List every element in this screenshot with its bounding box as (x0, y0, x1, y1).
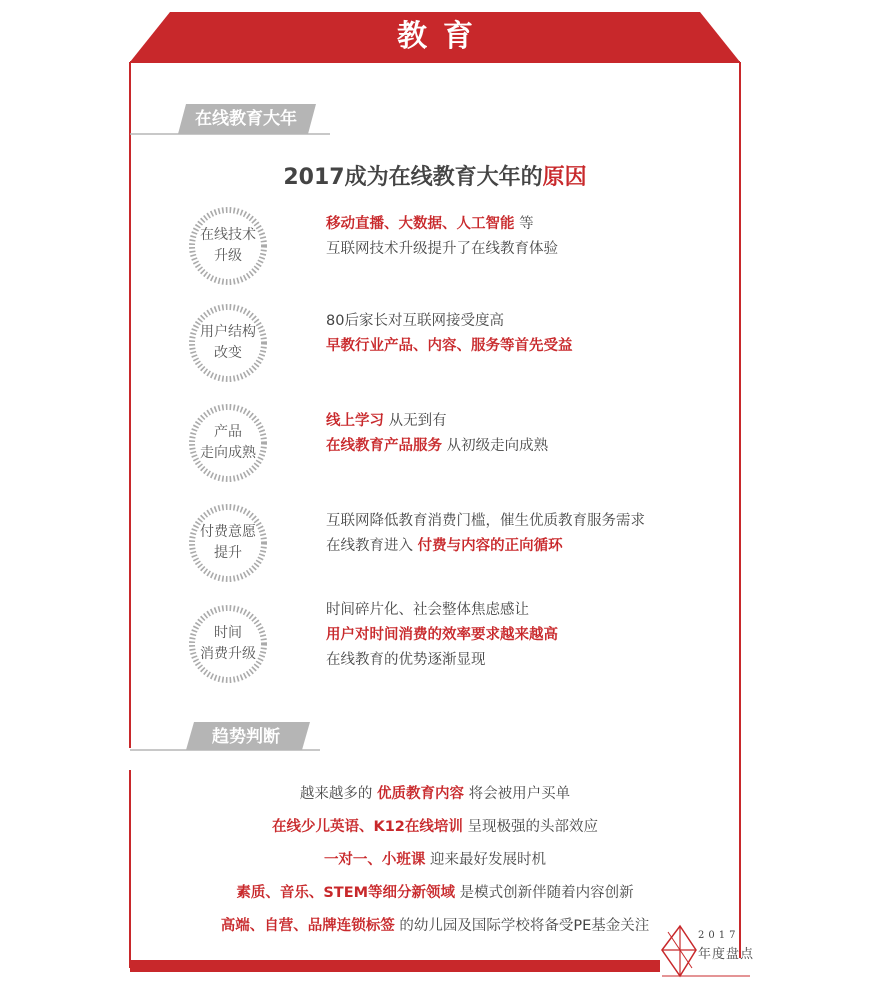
text-segment: 高端、自营、品牌连锁标签 (220, 918, 395, 934)
text-segment: 素质、音乐、STEM等细分新领域 (236, 885, 456, 901)
dashed-ring-badge (188, 403, 268, 483)
section1-tag: 在线教育大年 (195, 109, 297, 129)
heading-prefix: 2017成为在线教育大年的 (283, 165, 543, 190)
text-segment: 从无到有 (384, 413, 447, 429)
text-segment: 时间碎片化、社会整体焦虑感让 (326, 602, 529, 618)
stamp-year: 2017 (698, 930, 740, 941)
heading-highlight: 原因 (542, 165, 587, 190)
reason-text (326, 309, 573, 359)
text-segment: 在线教育的优势逐渐显现 (326, 652, 486, 668)
badge-line: 改变 (214, 345, 242, 361)
text-segment: 是模式创新伴随着内容创新 (455, 885, 634, 901)
badge-line: 用户结构 (200, 324, 256, 340)
text-segment: 在线教育进入 (326, 538, 418, 554)
reason-item (188, 503, 748, 585)
badge-line: 提升 (214, 545, 242, 561)
text-segment: 将会被用户买单 (464, 786, 571, 802)
trend-line (0, 811, 870, 844)
text-segment: 的幼儿园及国际学校将备受PE基金关注 (394, 918, 650, 934)
dashed-ring-badge (188, 604, 268, 684)
text-segment: 早教行业产品、内容、服务等首先受益 (326, 338, 573, 354)
dashed-ring-badge (188, 503, 268, 583)
reason-item (188, 206, 748, 288)
reason-text (326, 212, 558, 262)
text-segment: 优质教育内容 (377, 786, 464, 802)
trend-line (0, 778, 870, 811)
text-segment: 用户对时间消费的效率要求越来越高 (326, 627, 558, 643)
text-segment: 互联网降低教育消费门槛，催生优质教育服务需求 (326, 513, 645, 529)
trend-line (0, 877, 870, 910)
banner-title: 教育 (397, 19, 489, 54)
text-segment: 等 (514, 216, 534, 232)
text-segment: 80后家长对互联网接受度高 (326, 313, 504, 329)
text-segment: 互联网技术升级提升了在线教育体验 (326, 241, 558, 257)
text-segment: 移动直播、大数据、人工智能 (326, 216, 515, 232)
section1-heading (0, 160, 870, 191)
badge-line: 消费升级 (200, 646, 256, 662)
badge-line: 在线技术 (200, 227, 256, 243)
section2-tag: 趋势判断 (212, 727, 280, 747)
trend-list (0, 778, 870, 943)
text-segment: 呈现极强的头部效应 (462, 819, 599, 835)
text-segment: 在线少儿英语、K12在线培训 (271, 819, 463, 835)
trend-line (0, 844, 870, 877)
reason-text (326, 409, 548, 459)
text-segment: 付费与内容的正向循环 (417, 538, 563, 554)
reason-text (326, 598, 558, 673)
text-segment: 迎来最好发展时机 (425, 852, 547, 868)
reason-item (188, 303, 748, 385)
text-segment: 线上学习 (326, 413, 384, 429)
dashed-ring-badge (188, 206, 268, 286)
badge-line: 走向成熟 (200, 445, 256, 461)
badge-line: 时间 (214, 625, 242, 641)
text-segment: 从初级走向成熟 (442, 438, 549, 454)
reason-item (188, 403, 748, 485)
reason-text (326, 509, 645, 559)
badge-line: 产品 (214, 424, 242, 440)
reason-item (188, 604, 748, 686)
badge-line: 升级 (214, 248, 242, 264)
text-segment: 在线教育产品服务 (326, 438, 442, 454)
text-segment: 越来越多的 (299, 786, 377, 802)
dashed-ring-badge (188, 303, 268, 383)
frame-bottom-bar (130, 960, 660, 972)
badge-line: 付费意愿 (200, 524, 256, 540)
stamp-label: 年度盘点 (698, 947, 755, 962)
text-segment: 一对一、小班课 (323, 852, 426, 868)
stamp-text (698, 930, 754, 962)
